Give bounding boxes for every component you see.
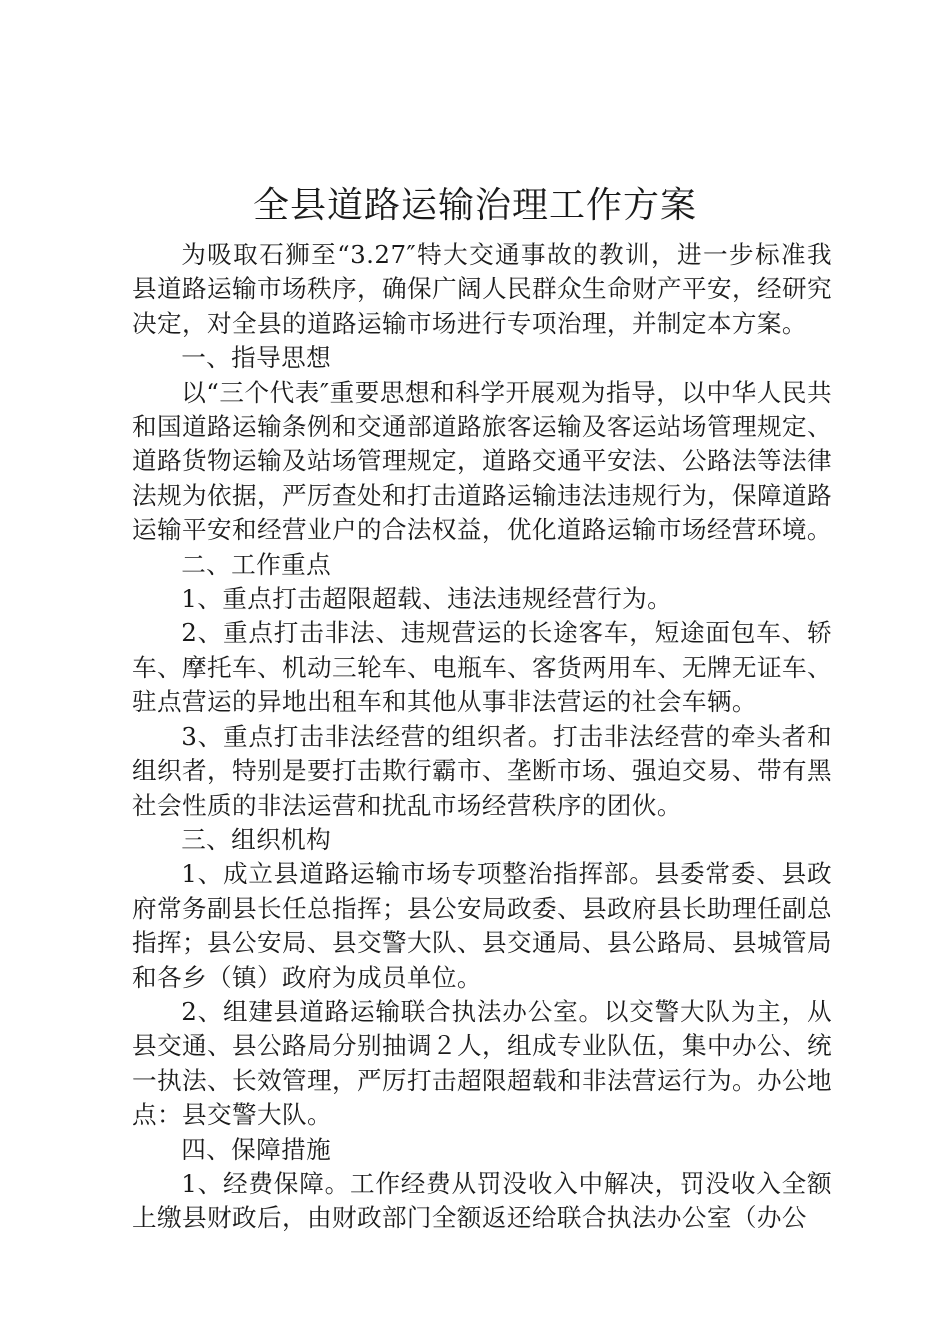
- section-heading-organization: 三、组织机构: [181, 824, 332, 854]
- section-heading-work-focus: 二、工作重点: [181, 549, 332, 579]
- safeguards-item-1: 1、经费保障。工作经费从罚没收入中解决，罚没收入全额上缴县财政后，由财政部门全额返还给联合执法办公室（办公: [132, 1168, 832, 1233]
- intro-paragraph: 为吸取石狮至“3.27″特大交通事故的教训，进一步标准我县道路运输市场秩序，确保广阔人民群众生命财产平安，经研究决定，对全县的道路运输市场进行专项治理，并制定本方案。: [132, 240, 832, 338]
- work-focus-item-3: 3、重点打击非法经营的组织者。打击非法经营的牵头者和组织者，特别是要打击欺行霸市、垄断市场、强迫交易、带有黑社会性质的非法运营和扰乱市场经营秩序的团伙。: [132, 721, 832, 820]
- work-focus-item-1: 1、重点打击超限超载、违法违规经营行为。: [181, 584, 673, 614]
- document-title: 全县道路运输治理工作方案: [252, 185, 697, 226]
- document-body: [132, 238, 832, 1236]
- work-focus-item-2: 2、重点打击非法、违规营运的长途客车，短途面包车、轿车、摩托车、机动三轮车、电瓶车、客货两用车、无牌无证车、驻点营运的异地出租车和其他从事非法营运的社会车辆。: [132, 618, 832, 717]
- guiding-ideology-paragraph: 以“三个代表″重要思想和科学开展观为指导，以中华人民共和国道路运输条例和交通部道路旅客运输及客运站场管理规定、道路货物运输及站场管理规定，道路交通平安法、公路法等法律法规为依据，严厉查处和打击道路运输违法违规行为，保障道路运输平安和经营业户的合法权益，优化道路运输市场经营环境。: [132, 377, 832, 545]
- organization-item-1: 1、成立县道路运输市场专项整治指挥部。县委常委、县政府常务副县长任总指挥；县公安局政委、县政府县长助理任副总指挥；县公安局、县交警大队、县交通局、县公路局、县城管局和各乡（镇）政府为成员单位。: [132, 859, 832, 992]
- section-heading-safeguards: 四、保障措施: [181, 1134, 332, 1164]
- section-heading-guiding-ideology: 一、指导思想: [181, 343, 332, 373]
- organization-item-2: 2、组建县道路运输联合执法办公室。以交警大队为主，从县交通、县公路局分别抽调２人，组成专业队伍，集中办公、统一执法、长效管理，严厉打击超限超载和非法营运行为。办公地点：县交警大队。: [132, 996, 832, 1130]
